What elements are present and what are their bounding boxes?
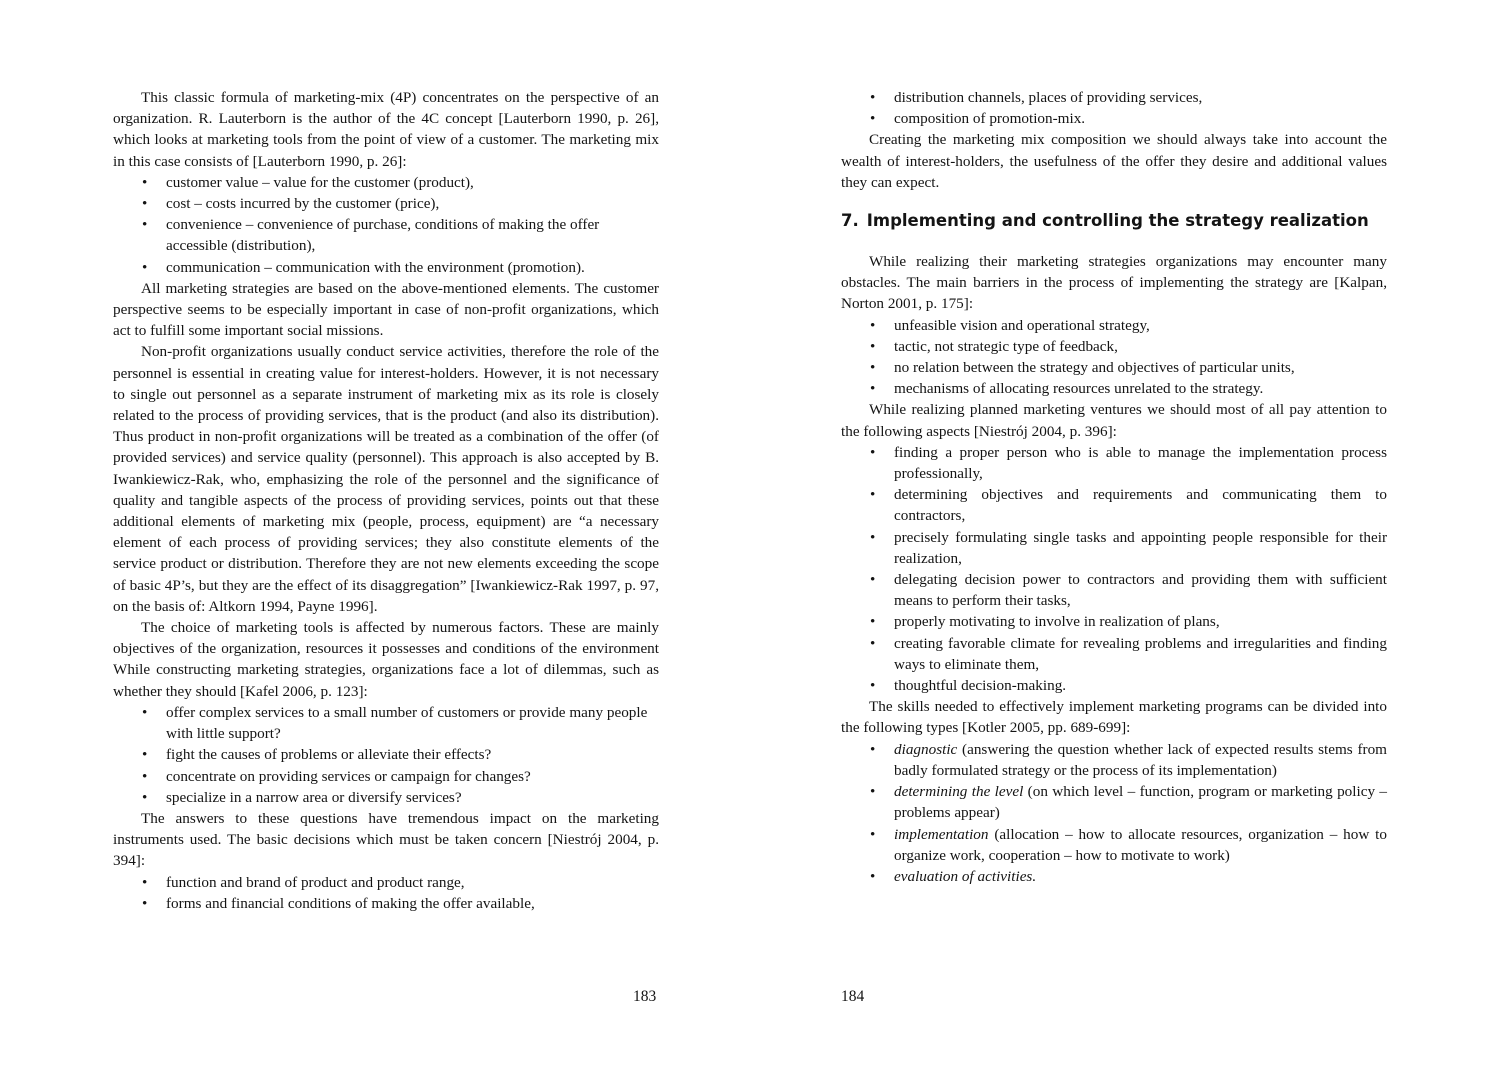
list-item [841,739,1387,781]
list-item: • tactic, not strategic type of feedback, [841,336,1387,357]
list-item: • unfeasible vision and operational strategy, [841,315,1387,336]
paragraph: Creating the marketing mix composition we should always take into account the wealth of interest-holders, the usefulness of the offer they desire and additional values they can expect. [841,131,1387,191]
paragraph: While realizing their marketing strategies organizations may encounter many obstacles. The main barriers in the process of implementing the strategy are [Kalpan, Norton 2001, p. 175]: [841,253,1387,313]
paragraph: While realizing planned marketing ventures we should most of all pay attention to the following aspects [Niestrój 2004, p. 396]: [841,401,1387,440]
skill-description: (allocation – how to allocate resources, organization – how to organize work, cooperation – how to motivate to work) [894,825,1387,864]
list-item [841,824,1387,866]
bullet-list-skills [841,739,1387,887]
list-item: • thoughtful decision-making. [841,675,1387,696]
section-number: 7. [841,211,859,231]
section-heading [841,209,1387,233]
list-item: • convenience – convenience of purchase, conditions of making the offer accessible (distribution), [113,214,659,256]
list-item: • forms and financial conditions of making the offer available, [113,893,659,914]
bullet-list-aspects [841,442,1387,696]
list-item [841,781,1387,823]
list-item: • precisely formulating single tasks and appointing people responsible for their realization, [841,527,1387,569]
list-item: • fight the causes of problems or alleviate their effects? [113,744,659,765]
section-title: Implementing and controlling the strategy realization [866,211,1369,231]
skill-description: (answering the question whether lack of expected results stems from badly formulated strategy or the process of its implementation) [894,740,1387,779]
list-item: • concentrate on providing services or campaign for changes? [113,766,659,787]
right-page [841,87,1387,887]
bullet-list-decisions [113,872,659,914]
skill-description: (on which level – function, program or marketing policy – problems appear) [894,783,1387,822]
list-item: • customer value – value for the customer (product), [113,172,659,193]
bullet-list-continued [841,87,1387,129]
list-item: • composition of promotion-mix. [841,108,1387,129]
page-number: 184 [841,988,865,1005]
list-item: • determining objectives and requirements and communicating them to contractors, [841,484,1387,526]
list-item: • specialize in a narrow area or diversify services? [113,787,659,808]
list-item: • mechanisms of allocating resources unrelated to the strategy. [841,378,1387,399]
list-item: • offer complex services to a small number of customers or provide many people with little support? [113,702,659,744]
list-item: • cost – costs incurred by the customer (price), [113,193,659,214]
paragraph: The answers to these questions have tremendous impact on the marketing instruments used. The basic decisions which must be taken concern [Niestrój 2004, p. 394]: [113,809,659,870]
paragraph: This classic formula of marketing-mix (4P) concentrates on the perspective of an organization. R. Lauterborn is the author of the 4C concept [Lauterborn 1990, p. 26], which looks at marketing tools from the point of view of a customer. The marketing mix in this case consists of [Lauterborn 1990, p. 26]: [113,89,659,170]
page-number: 183 [633,988,657,1005]
list-item: • no relation between the strategy and objectives of particular units, [841,357,1387,378]
paragraph: All marketing strategies are based on the above-mentioned elements. The customer perspective seems to be especially important in case of non-profit organizations, which act to fulfill some important social missions. [113,279,659,340]
bullet-list-4c [113,172,659,278]
list-item: • delegating decision power to contractors and providing them with sufficient means to perform their tasks, [841,569,1387,611]
list-item: • creating favorable climate for revealing problems and irregularities and finding ways to eliminate them, [841,633,1387,675]
skill-term: evaluation of activities. [894,867,1037,885]
paragraph: The skills needed to effectively implement marketing programs can be divided into the following types [Kotler 2005, pp. 689-699]: [841,698,1387,737]
left-page [113,87,659,914]
skill-term: diagnostic [894,740,958,758]
bullet-list-dilemmas [113,702,659,808]
skill-term: determining the level [894,783,1024,801]
list-item: • distribution channels, places of providing services, [841,87,1387,108]
list-item: • communication – communication with the environment (promotion). [113,257,659,278]
list-item: • function and brand of product and product range, [113,872,659,893]
list-item [841,866,1387,887]
list-item: • properly motivating to involve in realization of plans, [841,611,1387,632]
paragraph: The choice of marketing tools is affected by numerous factors. These are mainly objectives of the organization, resources it possesses and conditions of the environment While constructing marketing strategies, organizations face a lot of dilemmas, such as whether they should [Kafel 2006, p. 123]: [113,619,659,700]
list-item: • finding a proper person who is able to manage the implementation process professionally, [841,442,1387,484]
skill-term: implementation [894,825,989,843]
paragraph: Non-profit organizations usually conduct service activities, therefore the role of the personnel is essential in creating value for interest-holders. However, it is not necessary to single out personnel as a separate instrument of marketing mix as its role is closely related to the process of providing services, that is the product (and also its distribution). Thus product in non-profit organizations will be treated as a combination of the offer (of provided services) and service quality (personnel). This approach is also accepted by B. Iwankiewicz-Rak, who, emphasizing the role of the personnel and the significance of quality and tangible aspects of the process of providing services, points out that these additional elements of marketing mix (people, process, equipment) are “a necessary element of each process of providing services; they also constitute elements of the service product or distribution. Therefore they are not new elements exceeding the scope of basic 4P’s, but they are the effect of its disaggregation” [Iwankiewicz-Rak 1997, p. 97, on the basis of: Altkorn 1994, Payne 1996]. [113,343,659,615]
bullet-list-barriers [841,315,1387,400]
